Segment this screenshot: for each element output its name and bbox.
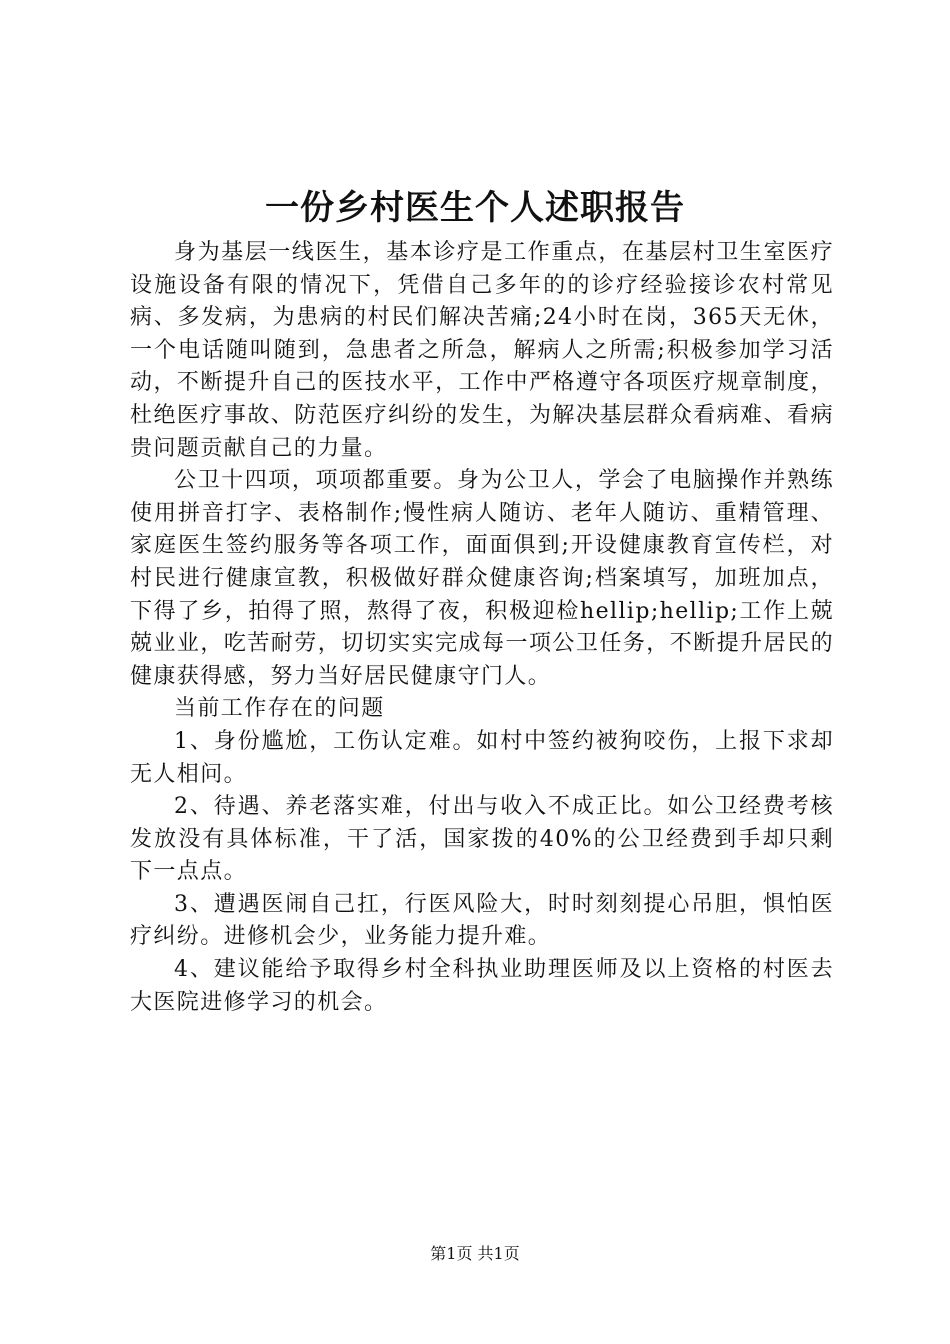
section-heading-problems: 当前工作存在的问题 [174,696,385,722]
document-title: 一份乡村医生个人述职报告 [265,188,685,228]
paragraph-public-health: 公卫十四项，项项都重要。身为公卫人，学会了电脑操作并熟练使用拼音打字、表格制作;慢性病人随访、老年人随访、重精管理、家庭医生签约服务等各项工作，面面俱到;开设健康教育宣传栏，对村民进行健康宣教，积极做好群众健康咨询;档案填写，加班加点，下得了乡，拍得了照，熬得了夜，积极迎检hellip;hellip;工作上兢兢业业，吃苦耐劳，切切实实完成每一项公卫任务，不断提升居民的健康获得感，努力当好居民健康守门人。 [130,468,834,689]
document-body [130,237,834,1019]
problem-item-3: 3、遭遇医闹自己扛，行医风险大，时时刻刻提心吊胆，惧怕医疗纠纷。进修机会少，业务能力提升难。 [130,891,834,950]
page-footer: 第1页 共1页 [430,1244,520,1263]
problem-item-2: 2、待遇、养老落实难，付出与收入不成正比。如公卫经费考核发放没有具体标准，干了活，国家拨的40%的公卫经费到手却只剩下一点点。 [130,794,834,885]
paragraph-intro: 身为基层一线医生，基本诊疗是工作重点，在基层村卫生室医疗设施设备有限的情况下，凭借自己多年的的诊疗经验接诊农村常见病、多发病，为患病的村民们解决苦痛;24小时在岗，365天无休，一个电话随叫随到，急患者之所急，解病人之所需;积极参加学习活动，不断提升自己的医技水平，工作中严格遵守各项医疗规章制度，杜绝医疗事故、防范医疗纠纷的发生，为解决基层群众看病难、看病贵问题贡献自己的力量。 [130,240,834,461]
problem-item-1: 1、身份尴尬，工伤认定难。如村中签约被狗咬伤，上报下求却无人相问。 [130,728,834,787]
problem-item-4: 4、建议能给予取得乡村全科执业助理医师及以上资格的村医去大医院进修学习的机会。 [130,957,834,1015]
